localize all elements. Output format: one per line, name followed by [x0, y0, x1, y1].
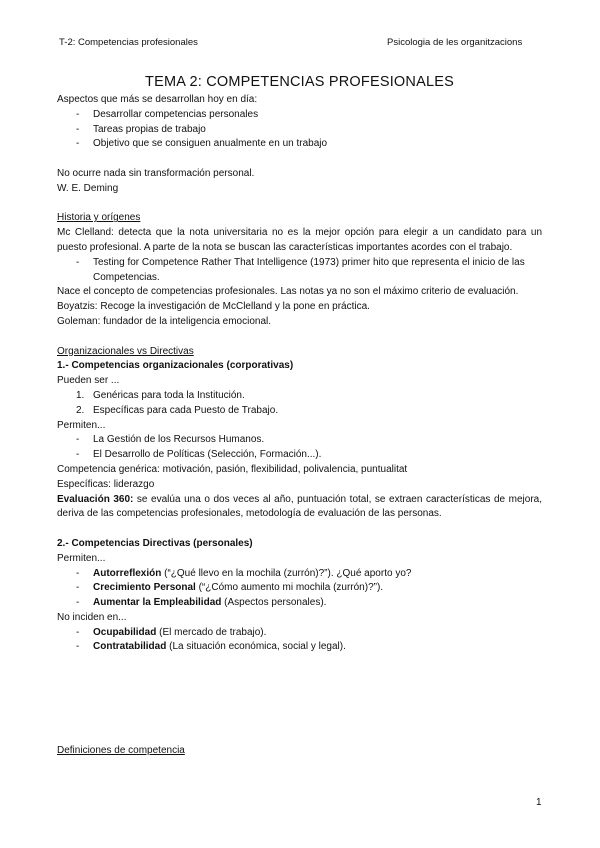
quote-author: W. E. Deming [57, 182, 119, 194]
org-permiten: Permiten... [57, 419, 106, 431]
org-generic: Competencia genérica: motivación, pasión, flexibilidad, polivalencia, puntualitat [57, 463, 408, 475]
dir-list [57, 567, 542, 611]
list-item [57, 596, 542, 611]
list-item: - Desarrollar competencias personales [57, 108, 542, 123]
history-paragraph: Goleman: fundador de la inteligencia emocional. [57, 315, 272, 327]
intro-lead: Aspectos que más se desarrollan hoy en día: [57, 94, 258, 105]
list-item-text: Específicas para cada Puesto de Trabajo. [93, 404, 279, 416]
list-item-text: (“¿Cómo aumento mi mochila (zurrón)?”). [195, 582, 384, 594]
list-item-term: Aumentar la Empleabilidad [93, 597, 222, 609]
header-subject: Psicologia de les organitzacions [387, 37, 523, 48]
dir-list-2 [57, 626, 542, 656]
header-course-topic: T-2: Competencias profesionales [59, 37, 198, 48]
list-item-text: (“¿Qué llevo en la mochila (zurrón)?”). ¿Qué aporto yo? [161, 567, 412, 579]
list-item-text: Genéricas para toda la Institución. [93, 389, 245, 401]
list-number: 2. [76, 404, 85, 416]
list-number: 1. [76, 389, 85, 401]
list-item-term: Contratabilidad [93, 641, 167, 653]
list-item-term: Crecimiento Personal [93, 582, 196, 594]
page-number: 1 [536, 797, 542, 808]
list-item [57, 640, 542, 655]
list-item-text: (Aspectos personales). [221, 597, 327, 609]
list-item-term: Autorreflexión [93, 567, 162, 579]
evaluation-360-label: Evaluación 360: [57, 493, 134, 505]
history-paragraph: Boyatzis: Recoge la investigación de McClelland y la pone en práctica. [57, 301, 370, 313]
history-paragraph: Nace el concepto de competencias profesionales. Las notas ya no son el máximo criterio de evaluación. [57, 286, 519, 298]
org-numbered-list [57, 389, 542, 419]
history-paragraph: Mc Clelland: detecta que la nota universitaria no es la mejor opción para elegir a un candidato para un puesto profesional. A parte de la nota se buscan las características importantes acordes con el trabajo. [57, 227, 542, 253]
list-item [57, 581, 542, 596]
org-list [57, 433, 542, 463]
section-heading-definitions: Definiciones de competencia [57, 745, 185, 757]
intro-list [57, 108, 542, 152]
page-title: TEMA 2: COMPETENCIAS PROFESIONALES [145, 74, 454, 90]
list-item [57, 404, 542, 419]
evaluation-360-paragraph [57, 493, 542, 523]
list-item: - El Desarrollo de Políticas (Selección, Formación...). [57, 448, 542, 463]
dir-permiten: Permiten... [57, 552, 106, 564]
list-item-text: (El mercado de trabajo). [156, 626, 267, 638]
list-item [57, 567, 542, 582]
dir-no-inciden: No inciden en... [57, 611, 127, 623]
section-heading-org-vs-dir: Organizacionales vs Directivas [57, 345, 194, 357]
list-item-term: Ocupabilidad [93, 626, 157, 638]
org-specific: Específicas: liderazgo [57, 478, 155, 490]
quote-text: No ocurre nada sin transformación personal. [57, 167, 255, 179]
subheading-organizational: 1.- Competencias organizacionales (corporativas) [57, 360, 294, 372]
history-list [57, 256, 542, 286]
list-item [57, 389, 542, 404]
list-item: - Testing for Competence Rather That Intelligence (1973) primer hito que representa el inicio de las Competencias. [57, 256, 542, 286]
evaluation-360-text: se evalúa una o dos veces al año, puntuación total, se extraen características de mejora, deriva de las competencias profesionales, metodología de evaluación de las personas. [57, 493, 542, 520]
list-item: - Objetivo que se consiguen anualmente en un trabajo [57, 137, 542, 152]
list-item [57, 626, 542, 641]
section-heading-history: Historia y orígenes [57, 212, 141, 224]
list-item: - Tareas propias de trabajo [57, 123, 542, 138]
list-item: - La Gestión de los Recursos Humanos. [57, 433, 542, 448]
document-body [57, 72, 542, 759]
subheading-directive: 2.- Competencias Directivas (personales) [57, 537, 253, 549]
org-pueden: Pueden ser ... [57, 375, 120, 387]
list-item-text: (La situación económica, social y legal). [166, 641, 346, 653]
